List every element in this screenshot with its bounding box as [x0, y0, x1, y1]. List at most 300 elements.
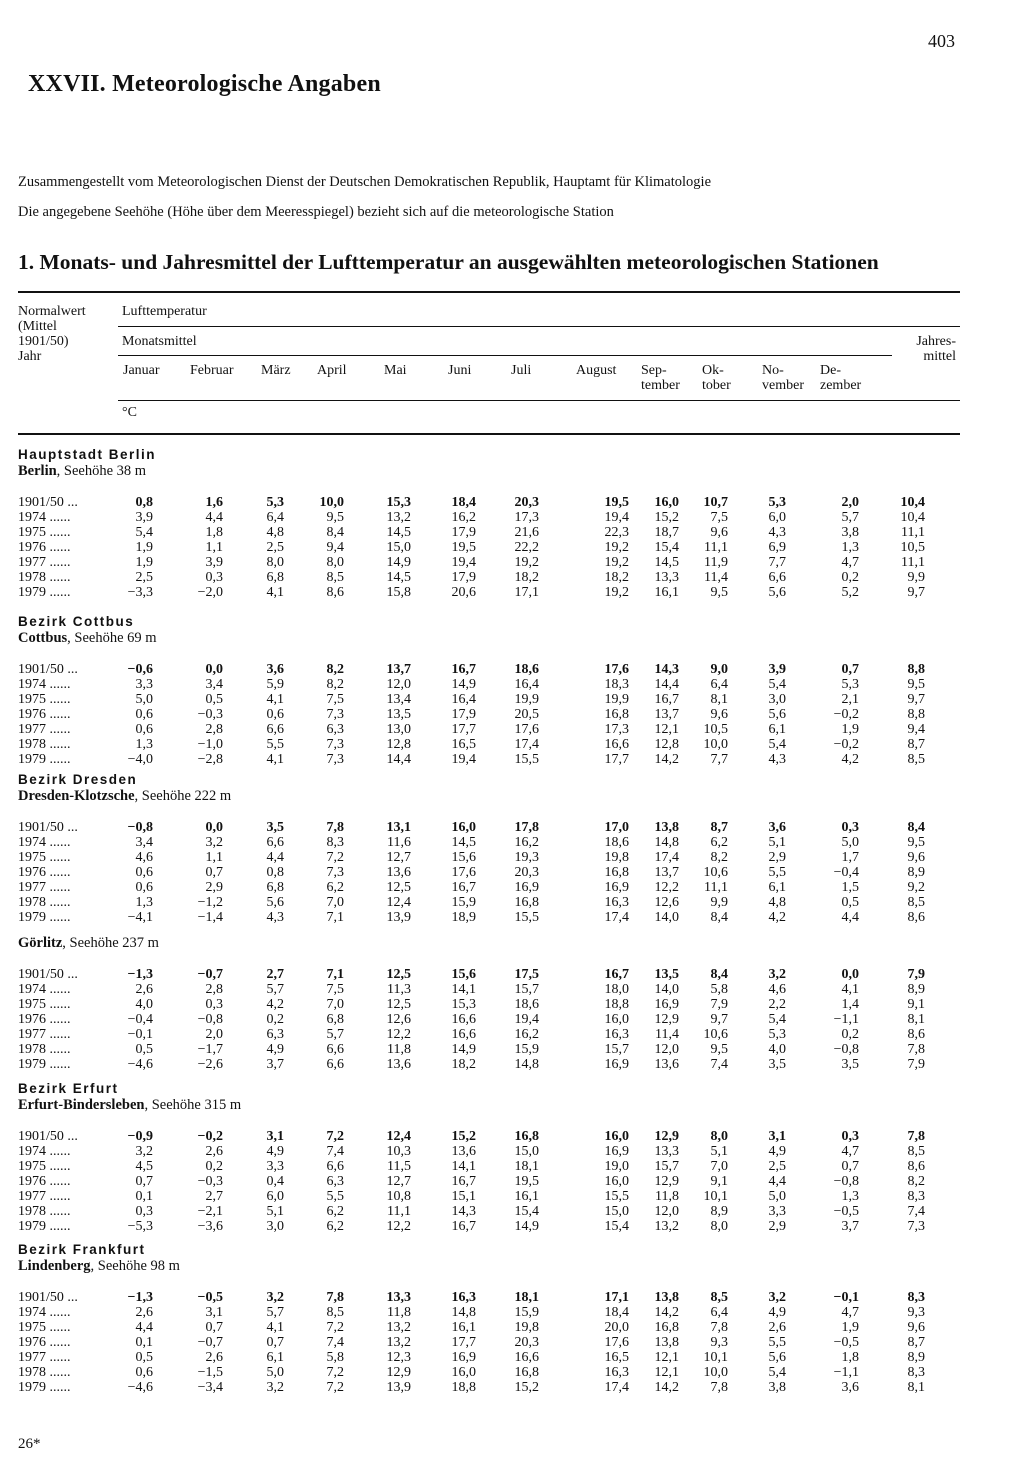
month-cell: 14,3	[654, 662, 679, 677]
month-cell: 12,9	[654, 1012, 679, 1027]
annual-header-line: Jahres-	[916, 334, 956, 349]
month-cell: 3,9	[135, 510, 153, 525]
month-cell: 1,6	[205, 495, 223, 510]
annual-mean-cell: 8,8	[907, 707, 925, 722]
station-altitude: , Seehöhe 38 m	[56, 463, 147, 479]
month-cell: 15,5	[514, 752, 539, 767]
month-cell: 3,5	[266, 820, 284, 835]
station-altitude: , Seehöhe 98 m	[90, 1258, 180, 1274]
month-cell: 0,7	[135, 1174, 153, 1189]
month-cell: 2,2	[768, 997, 786, 1012]
month-cell: 0,6	[135, 1365, 153, 1380]
month-cell: 0,6	[135, 880, 153, 895]
month-cell: 3,2	[205, 835, 223, 850]
month-cell: 16,7	[451, 662, 476, 677]
month-cell: 13,9	[386, 1380, 411, 1395]
month-cell: 1,3	[841, 540, 859, 555]
month-cell: 7,8	[326, 820, 344, 835]
month-cell: 4,4	[768, 1174, 786, 1189]
monthly-group-rule	[118, 355, 892, 356]
month-cell: 15,4	[514, 1204, 539, 1219]
row-year: 1901/50 ...	[18, 495, 78, 510]
month-cell: 13,7	[386, 662, 411, 677]
annual-mean-cell: 9,9	[907, 570, 925, 585]
annual-mean-cell: 9,4	[907, 722, 925, 737]
month-cell: 16,2	[514, 835, 539, 850]
month-cell: 7,0	[326, 895, 344, 910]
annual-mean-cell: 9,5	[907, 835, 925, 850]
month-cell: 4,1	[841, 982, 859, 997]
month-cell: −0,8	[127, 820, 153, 835]
month-header	[123, 363, 160, 378]
month-header	[702, 363, 731, 393]
month-cell: 6,2	[326, 1219, 344, 1234]
annual-mean-cell: 8,7	[907, 737, 925, 752]
month-cell: 6,8	[326, 1012, 344, 1027]
table-row	[0, 910, 1024, 925]
month-cell: 7,4	[326, 1335, 344, 1350]
month-cell: 10,1	[703, 1189, 728, 1204]
table-row	[0, 850, 1024, 865]
row-year: 1974 ......	[18, 982, 71, 997]
month-cell: 3,5	[768, 1057, 786, 1072]
row-year: 1977 ......	[18, 880, 71, 895]
month-cell: 11,4	[655, 1027, 679, 1042]
month-cell: 12,7	[386, 850, 411, 865]
month-cell: 7,5	[710, 510, 728, 525]
month-cell: 0,7	[205, 865, 223, 880]
table-row	[0, 1320, 1024, 1335]
annual-mean-cell: 7,4	[907, 1204, 925, 1219]
month-cell: −1,3	[127, 1290, 153, 1305]
month-cell: 10,6	[703, 1027, 728, 1042]
month-cell: 6,4	[710, 1305, 728, 1320]
month-cell: 10,0	[703, 737, 728, 752]
annual-mean-cell: 11,1	[901, 555, 925, 570]
month-cell: 5,5	[768, 865, 786, 880]
month-cell: 2,5	[266, 540, 284, 555]
month-cell: 16,8	[514, 1365, 539, 1380]
annual-mean-cell: 8,1	[907, 1380, 925, 1395]
month-cell: 0,3	[841, 1129, 859, 1144]
annual-mean-cell: 7,9	[907, 1057, 925, 1072]
month-cell: 2,5	[768, 1159, 786, 1174]
intro-line-1: Zusammengestellt vom Meteorologischen Dienst der Deutschen Demokratischen Republik, Hauptamt für Klimatologie	[18, 174, 712, 190]
month-cell: 3,8	[768, 1380, 786, 1395]
month-cell: 14,8	[451, 1305, 476, 1320]
station-altitude: , Seehöhe 237 m	[62, 935, 159, 951]
month-cell: 5,5	[266, 737, 284, 752]
month-cell: 18,6	[514, 662, 539, 677]
month-cell: 12,2	[386, 1219, 411, 1234]
month-cell: 19,2	[604, 585, 629, 600]
month-cell: 7,3	[326, 752, 344, 767]
month-cell: −4,1	[127, 910, 153, 925]
month-cell: 17,3	[604, 722, 629, 737]
group-header-monatsmittel: Monatsmittel	[122, 334, 197, 349]
row-year: 1974 ......	[18, 835, 71, 850]
month-header-line: No-	[762, 363, 784, 378]
month-cell: 17,9	[451, 525, 476, 540]
month-cell: −0,8	[833, 1174, 859, 1189]
month-cell: 1,3	[841, 1189, 859, 1204]
month-header	[641, 363, 680, 393]
month-cell: 12,4	[386, 895, 411, 910]
month-cell: 6,1	[768, 722, 786, 737]
month-cell: 5,1	[710, 1144, 728, 1159]
month-cell: 3,2	[266, 1290, 284, 1305]
month-cell: 8,4	[710, 910, 728, 925]
table-row	[0, 540, 1024, 555]
table-row	[0, 1012, 1024, 1027]
row-year: 1976 ......	[18, 1335, 71, 1350]
annual-mean-cell: 8,7	[907, 1335, 925, 1350]
table-row	[0, 1189, 1024, 1204]
station-name: Erfurt-Bindersleben	[18, 1097, 145, 1113]
month-cell: 17,9	[451, 570, 476, 585]
month-cell: 12,3	[386, 1350, 411, 1365]
chapter-title: XXVII. Meteorologische Angaben	[28, 71, 381, 97]
month-cell: 16,4	[514, 677, 539, 692]
month-cell: 19,5	[604, 495, 629, 510]
month-cell: 14,5	[451, 835, 476, 850]
annual-mean-cell: 10,4	[900, 495, 925, 510]
month-cell: 5,0	[841, 835, 859, 850]
table-row	[0, 1350, 1024, 1365]
month-cell: 7,8	[710, 1380, 728, 1395]
unit-rule	[118, 400, 960, 401]
month-cell: 2,7	[205, 1189, 223, 1204]
month-cell: 6,2	[326, 1204, 344, 1219]
month-cell: 3,0	[768, 692, 786, 707]
month-header	[261, 363, 291, 378]
month-cell: 6,6	[326, 1057, 344, 1072]
month-cell: −2,6	[197, 1057, 223, 1072]
month-cell: 15,0	[386, 540, 411, 555]
month-cell: 15,6	[451, 967, 476, 982]
month-cell: 0,2	[841, 1027, 859, 1042]
month-cell: 22,2	[514, 540, 539, 555]
month-cell: 3,6	[266, 662, 284, 677]
row-year: 1976 ......	[18, 865, 71, 880]
month-cell: 16,9	[654, 997, 679, 1012]
month-cell: 3,9	[205, 555, 223, 570]
month-cell: 7,7	[710, 752, 728, 767]
month-cell: 5,4	[768, 1012, 786, 1027]
month-cell: 5,5	[326, 1189, 344, 1204]
month-cell: 4,2	[768, 910, 786, 925]
month-cell: 18,1	[514, 1159, 539, 1174]
month-cell: 5,6	[266, 895, 284, 910]
month-cell: 2,7	[266, 967, 284, 982]
month-cell: 12,1	[654, 1350, 679, 1365]
month-cell: 12,2	[386, 1027, 411, 1042]
month-cell: 0,7	[266, 1335, 284, 1350]
month-cell: 16,7	[451, 1219, 476, 1234]
month-cell: −0,4	[127, 1012, 153, 1027]
month-cell: 13,5	[654, 967, 679, 982]
month-cell: 3,6	[768, 820, 786, 835]
month-cell: −4,6	[127, 1380, 153, 1395]
month-cell: 17,8	[514, 820, 539, 835]
row-year: 1975 ......	[18, 525, 71, 540]
month-cell: 4,7	[841, 1305, 859, 1320]
row-year: 1901/50 ...	[18, 1129, 78, 1144]
month-cell: 18,3	[604, 677, 629, 692]
month-cell: −1,7	[197, 1042, 223, 1057]
month-cell: 0,1	[135, 1335, 153, 1350]
month-cell: 15,3	[451, 997, 476, 1012]
month-cell: 2,6	[768, 1320, 786, 1335]
month-cell: 13,9	[386, 910, 411, 925]
month-cell: 11,8	[387, 1042, 411, 1057]
month-cell: 4,9	[266, 1144, 284, 1159]
month-cell: 11,8	[387, 1305, 411, 1320]
month-cell: 19,8	[604, 850, 629, 865]
row-label-line: Jahr	[18, 349, 42, 364]
row-year: 1978 ......	[18, 1042, 71, 1057]
month-cell: 6,9	[768, 540, 786, 555]
month-cell: −0,3	[197, 1174, 223, 1189]
month-cell: 0,4	[266, 1174, 284, 1189]
month-cell: 13,7	[654, 865, 679, 880]
month-cell: 3,1	[205, 1305, 223, 1320]
month-cell: 13,5	[386, 707, 411, 722]
month-cell: 7,4	[326, 1144, 344, 1159]
month-cell: 12,5	[386, 997, 411, 1012]
table-row	[0, 662, 1024, 677]
table-row	[0, 1380, 1024, 1395]
month-cell: 2,1	[841, 692, 859, 707]
month-cell: 18,7	[654, 525, 679, 540]
row-year: 1979 ......	[18, 1380, 71, 1395]
month-cell: 12,1	[654, 1365, 679, 1380]
table-row	[0, 677, 1024, 692]
month-cell: 13,1	[386, 820, 411, 835]
station-heading	[18, 630, 157, 647]
month-cell: −0,8	[197, 1012, 223, 1027]
month-cell: 12,9	[386, 1365, 411, 1380]
month-cell: 13,0	[386, 722, 411, 737]
month-cell: 4,3	[768, 752, 786, 767]
month-cell: 16,3	[604, 1027, 629, 1042]
month-cell: 14,5	[654, 555, 679, 570]
month-header	[762, 363, 804, 393]
month-cell: 19,2	[514, 555, 539, 570]
month-cell: 4,1	[266, 752, 284, 767]
month-cell: 10,7	[703, 495, 728, 510]
month-cell: 15,1	[451, 1189, 476, 1204]
month-cell: 0,3	[841, 820, 859, 835]
month-cell: 9,4	[326, 540, 344, 555]
month-cell: 4,1	[266, 1320, 284, 1335]
month-cell: 8,3	[326, 835, 344, 850]
month-cell: 7,1	[326, 910, 344, 925]
table-row	[0, 692, 1024, 707]
month-cell: 1,3	[135, 895, 153, 910]
month-cell: 3,3	[266, 1159, 284, 1174]
month-cell: 15,0	[604, 1204, 629, 1219]
month-cell: 14,8	[654, 835, 679, 850]
month-cell: 13,6	[386, 865, 411, 880]
month-cell: 11,5	[387, 1159, 411, 1174]
table-top-rule	[18, 291, 960, 293]
month-cell: 16,6	[514, 1350, 539, 1365]
month-cell: 18,2	[514, 570, 539, 585]
row-year: 1975 ......	[18, 850, 71, 865]
region-heading: Bezirk Frankfurt	[18, 1242, 146, 1257]
month-cell: 16,7	[451, 880, 476, 895]
month-cell: 1,1	[205, 850, 223, 865]
row-year: 1974 ......	[18, 510, 71, 525]
month-cell: 0,0	[841, 967, 859, 982]
month-cell: 9,1	[710, 1174, 728, 1189]
row-year: 1979 ......	[18, 910, 71, 925]
month-cell: 20,3	[514, 495, 539, 510]
month-header-line: Juni	[448, 363, 472, 378]
month-cell: 17,7	[604, 752, 629, 767]
row-year: 1976 ......	[18, 540, 71, 555]
row-year: 1977 ......	[18, 1350, 71, 1365]
month-cell: 18,8	[451, 1380, 476, 1395]
month-cell: 7,7	[768, 555, 786, 570]
month-cell: 13,6	[654, 1057, 679, 1072]
month-cell: 6,2	[326, 880, 344, 895]
month-cell: 15,7	[604, 1042, 629, 1057]
intro-line-2: Die angegebene Seehöhe (Höhe über dem Meeresspiegel) bezieht sich auf die meteorologische Station	[18, 204, 614, 220]
month-cell: 3,8	[841, 525, 859, 540]
month-cell: 5,8	[710, 982, 728, 997]
page-number: 403	[928, 31, 955, 51]
station-altitude: , Seehöhe 315 m	[144, 1097, 242, 1113]
month-cell: 4,9	[768, 1305, 786, 1320]
month-cell: 17,6	[451, 865, 476, 880]
month-cell: −5,3	[127, 1219, 153, 1234]
month-cell: 7,8	[326, 1290, 344, 1305]
month-cell: 15,7	[654, 1159, 679, 1174]
annual-mean-cell: 9,7	[907, 585, 925, 600]
month-cell: 4,7	[841, 555, 859, 570]
month-cell: 3,4	[205, 677, 223, 692]
month-cell: 11,9	[704, 555, 728, 570]
month-cell: 8,4	[710, 967, 728, 982]
month-cell: −0,1	[833, 1290, 859, 1305]
month-cell: 3,9	[768, 662, 786, 677]
month-cell: 8,5	[326, 570, 344, 585]
month-cell: 0,8	[266, 865, 284, 880]
annual-mean-cell: 11,1	[901, 525, 925, 540]
month-cell: 15,2	[514, 1380, 539, 1395]
annual-mean-cell: 8,9	[907, 982, 925, 997]
month-cell: 4,6	[768, 982, 786, 997]
month-cell: 1,1	[205, 540, 223, 555]
month-cell: 22,3	[604, 525, 629, 540]
month-header-line: März	[261, 363, 291, 378]
annual-mean-cell: 9,2	[907, 880, 925, 895]
month-cell: 6,8	[266, 570, 284, 585]
month-cell: 13,6	[451, 1144, 476, 1159]
row-label-line: Normalwert	[18, 304, 86, 319]
month-cell: −1,0	[197, 737, 223, 752]
month-cell: 7,2	[326, 850, 344, 865]
month-cell: 9,6	[710, 525, 728, 540]
month-cell: 12,0	[386, 677, 411, 692]
month-cell: 5,3	[841, 677, 859, 692]
month-cell: 5,9	[266, 677, 284, 692]
month-header-line: Ok-	[702, 363, 724, 378]
month-cell: 16,9	[604, 1144, 629, 1159]
month-cell: 17,9	[451, 707, 476, 722]
month-cell: 5,7	[326, 1027, 344, 1042]
station-heading	[18, 1097, 241, 1114]
month-cell: 14,4	[386, 752, 411, 767]
month-header-line: Mai	[384, 363, 407, 378]
month-header	[384, 363, 407, 378]
month-cell: 19,5	[514, 1174, 539, 1189]
annual-mean-cell: 8,4	[907, 820, 925, 835]
month-cell: −0,9	[127, 1129, 153, 1144]
row-year: 1975 ......	[18, 997, 71, 1012]
table-row	[0, 1159, 1024, 1174]
month-header-line: tober	[702, 378, 731, 393]
row-year: 1975 ......	[18, 1320, 71, 1335]
month-cell: 16,2	[514, 1027, 539, 1042]
month-cell: 14,4	[654, 677, 679, 692]
month-cell: 4,3	[768, 525, 786, 540]
month-cell: −0,5	[833, 1204, 859, 1219]
annual-header-line: mittel	[923, 349, 956, 364]
annual-mean-cell: 7,3	[907, 1219, 925, 1234]
month-cell: 13,4	[386, 692, 411, 707]
month-cell: 12,5	[386, 880, 411, 895]
group-header-rule	[118, 326, 960, 327]
month-cell: 18,2	[604, 570, 629, 585]
month-cell: 16,3	[451, 1290, 476, 1305]
month-cell: 3,3	[135, 677, 153, 692]
month-cell: 14,0	[654, 982, 679, 997]
month-cell: 11,8	[655, 1189, 679, 1204]
row-year: 1976 ......	[18, 707, 71, 722]
region-heading: Bezirk Erfurt	[18, 1081, 119, 1096]
month-cell: 14,2	[654, 752, 679, 767]
month-cell: 0,6	[135, 707, 153, 722]
month-cell: 13,2	[386, 1320, 411, 1335]
month-cell: 2,6	[135, 1305, 153, 1320]
month-cell: 4,4	[205, 510, 223, 525]
month-cell: 15,7	[514, 982, 539, 997]
month-cell: 4,4	[841, 910, 859, 925]
month-cell: 4,1	[266, 585, 284, 600]
header-bottom-rule	[18, 433, 960, 435]
month-cell: 5,6	[768, 585, 786, 600]
month-header-line: De-	[820, 363, 841, 378]
month-cell: 11,1	[704, 540, 728, 555]
month-cell: 0,3	[205, 570, 223, 585]
region-heading: Bezirk Cottbus	[18, 614, 135, 629]
page-footer-mark: 26*	[18, 1436, 41, 1452]
month-cell: 12,9	[654, 1129, 679, 1144]
region-heading: Hauptstadt Berlin	[18, 447, 157, 462]
table-row	[0, 495, 1024, 510]
month-cell: 16,6	[451, 1027, 476, 1042]
month-cell: 11,1	[387, 1204, 411, 1219]
month-cell: 6,3	[326, 1174, 344, 1189]
month-cell: 19,2	[604, 540, 629, 555]
month-cell: 3,7	[841, 1219, 859, 1234]
month-cell: 4,9	[768, 1144, 786, 1159]
row-year: 1977 ......	[18, 555, 71, 570]
table-row	[0, 1290, 1024, 1305]
